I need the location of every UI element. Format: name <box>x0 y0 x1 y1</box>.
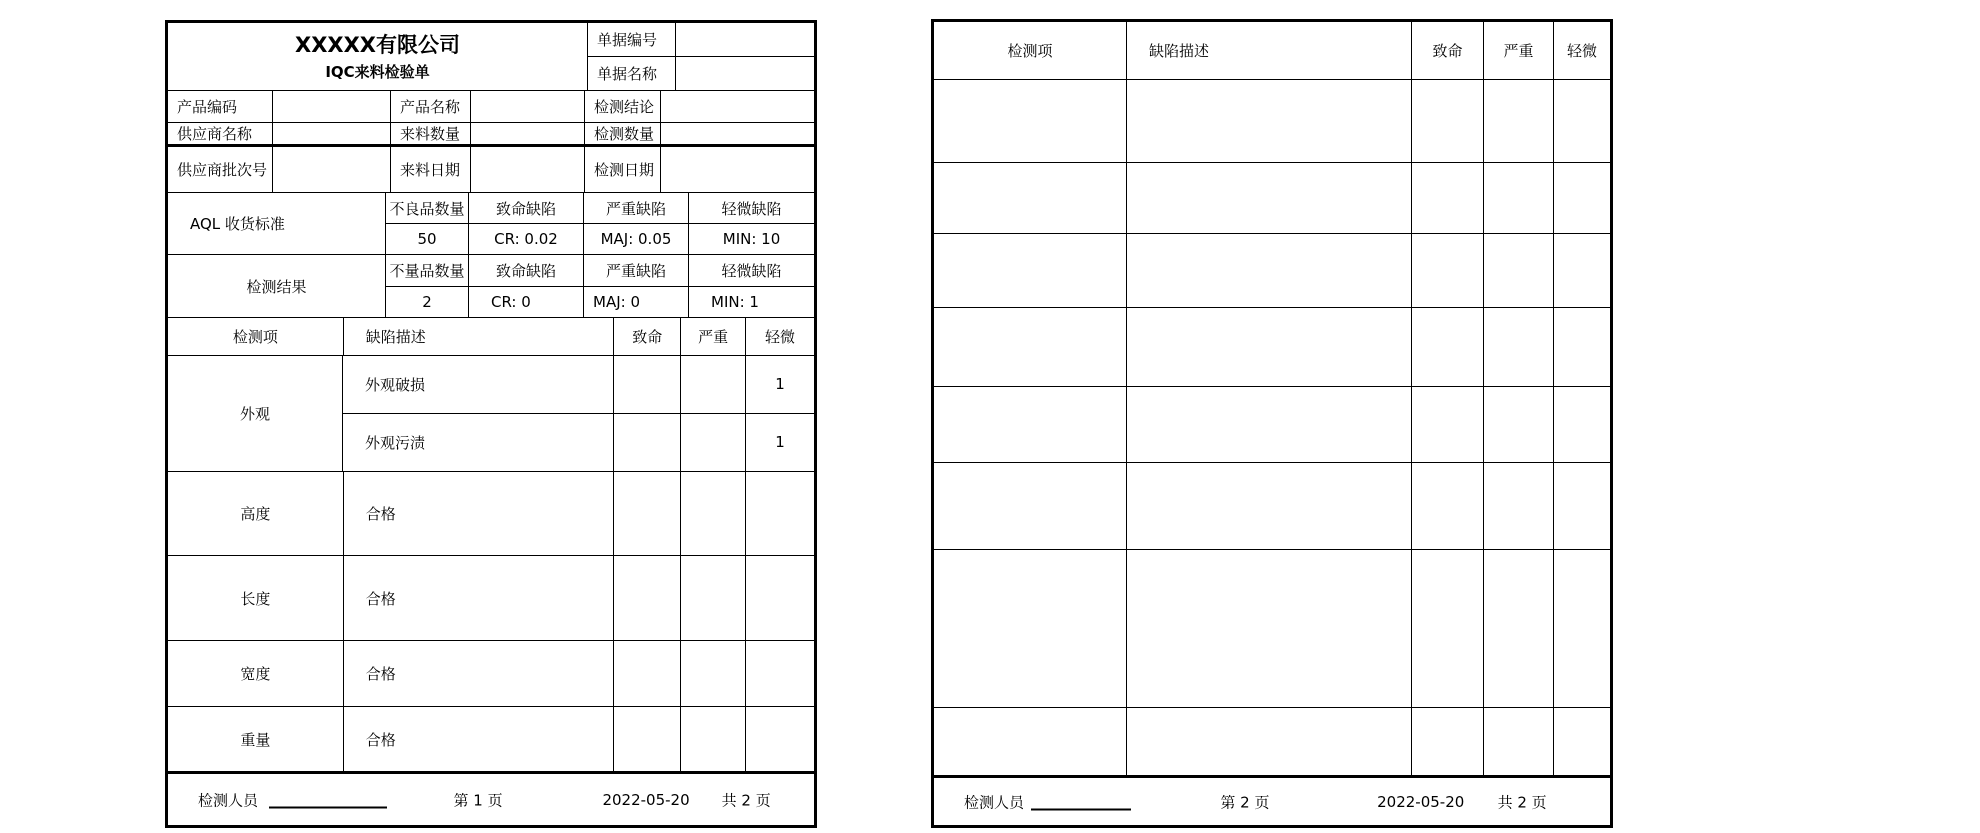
form-title: IQC来料检验单 <box>325 62 430 81</box>
page1-footer <box>168 771 814 825</box>
defect-desc <box>1127 308 1412 386</box>
detail-col-desc: 缺陷描述 <box>344 318 615 355</box>
critical-count <box>1412 708 1484 775</box>
doc-meta-block <box>588 23 814 90</box>
minor-count <box>746 707 814 771</box>
defect-desc <box>1127 708 1412 775</box>
signature-line <box>269 805 387 808</box>
result-minor-label: 轻微缺陷 <box>721 261 782 280</box>
critical-count <box>1412 234 1484 307</box>
detail-col-critical: 致命 <box>1412 22 1484 79</box>
doc-name-value <box>676 57 814 90</box>
incoming-date-label: 来料日期 <box>391 147 471 192</box>
title-block <box>168 23 588 90</box>
aql-header-subrow <box>386 193 814 224</box>
inspect-date-value <box>661 147 814 192</box>
empty-detail-row <box>934 80 1610 163</box>
detail-row-weight <box>168 707 814 771</box>
inspect-date-label: 检测日期 <box>585 147 661 192</box>
detail-table-header <box>168 318 814 356</box>
defect-desc <box>1127 163 1412 233</box>
critical-count <box>1412 387 1484 462</box>
doc-no-label: 单据编号 <box>588 23 676 56</box>
supplier-name-value <box>273 123 391 144</box>
defect-desc <box>1127 234 1412 307</box>
result-critical-label: 致命缺陷 <box>469 255 584 286</box>
empty-detail-row <box>934 308 1610 387</box>
defect-desc <box>1127 387 1412 462</box>
supplier-name-label: 供应商名称 <box>168 123 273 144</box>
minor-count <box>1554 308 1610 386</box>
major-count <box>1484 163 1554 233</box>
conclusion-value <box>661 91 814 122</box>
doc-no-row <box>588 23 814 57</box>
product-code-value <box>273 91 391 122</box>
major-count <box>1484 550 1554 707</box>
detail-item <box>934 708 1127 775</box>
minor-count <box>1554 234 1610 307</box>
defect-desc <box>1127 550 1412 707</box>
detail-item <box>934 234 1127 307</box>
detail-row-width <box>168 641 814 707</box>
result-minor-value: MIN: 1 <box>711 292 759 311</box>
inspect-qty-label: 检测数量 <box>585 123 661 144</box>
result-major-label: 严重缺陷 <box>584 255 689 286</box>
defect-desc: 合格 <box>344 707 615 771</box>
minor-count <box>1554 387 1610 462</box>
doc-no-value <box>676 23 814 56</box>
appearance-subrows <box>343 356 814 471</box>
major-count <box>681 414 746 472</box>
aql-major-value: MAJ: 0.05 <box>584 224 689 254</box>
detail-item: 长度 <box>168 556 344 640</box>
detail-row-height <box>168 472 814 556</box>
critical-count <box>614 356 681 413</box>
critical-count <box>614 472 681 555</box>
defect-desc <box>1127 80 1412 162</box>
detail-item <box>934 387 1127 462</box>
critical-count <box>614 556 681 640</box>
critical-count <box>1412 308 1484 386</box>
critical-count <box>1412 80 1484 162</box>
detail-col-item: 检测项 <box>168 318 344 355</box>
defect-desc: 合格 <box>344 641 615 706</box>
appearance-subrow-stain <box>343 414 814 472</box>
detail-item <box>934 163 1127 233</box>
critical-count <box>1412 163 1484 233</box>
aql-subtable <box>386 193 814 254</box>
inspector-label: 检测人员 <box>198 791 259 809</box>
minor-count: 1 <box>775 375 785 394</box>
major-count <box>681 641 746 706</box>
supplier-batch-label: 供应商批次号 <box>168 147 273 192</box>
detail-item <box>934 80 1127 162</box>
empty-detail-row <box>934 387 1610 463</box>
result-critical-value: CR: 0 <box>469 287 584 318</box>
signature-line <box>1031 807 1131 810</box>
appearance-subrow-damage <box>343 356 814 414</box>
page-2 <box>931 19 1613 828</box>
detail-item: 重量 <box>168 707 344 771</box>
page-number: 第 2 页 <box>1220 793 1270 811</box>
page-1 <box>165 20 817 828</box>
detail-item: 高度 <box>168 472 344 555</box>
page2-footer <box>934 775 1610 825</box>
major-count <box>1484 80 1554 162</box>
doc-name-label: 单据名称 <box>588 57 676 90</box>
major-count <box>1484 308 1554 386</box>
aql-standard-label: AQL 收货标准 <box>168 193 386 254</box>
batch-row <box>168 147 814 193</box>
major-count <box>681 707 746 771</box>
supplier-batch-value <box>273 147 391 192</box>
aql-critical-value: CR: 0.02 <box>469 224 584 254</box>
minor-count <box>746 556 814 640</box>
aql-major-label: 严重缺陷 <box>584 193 689 223</box>
total-pages: 共 2 页 <box>721 791 771 809</box>
aql-value-subrow <box>386 224 814 254</box>
major-count <box>1484 387 1554 462</box>
supplier-row <box>168 123 814 147</box>
detail-col-major: 严重 <box>681 318 746 355</box>
minor-count <box>1554 550 1610 707</box>
header-block <box>168 23 814 91</box>
minor-count <box>746 641 814 706</box>
major-count <box>681 556 746 640</box>
empty-detail-row <box>934 463 1610 550</box>
detail-item <box>934 550 1127 707</box>
incoming-qty-label: 来料数量 <box>391 123 471 144</box>
aql-defect-qty-label: 不良品数量 <box>386 193 469 223</box>
detail-col-major: 严重 <box>1484 22 1554 79</box>
critical-count <box>1412 463 1484 549</box>
result-value-subrow <box>386 287 814 318</box>
product-name-value <box>471 91 585 122</box>
result-subtable <box>386 255 814 317</box>
critical-count <box>614 707 681 771</box>
critical-count <box>1412 550 1484 707</box>
minor-count <box>1554 80 1610 162</box>
defect-desc: 合格 <box>344 472 615 555</box>
detail-col-item: 检测项 <box>934 22 1127 79</box>
conclusion-label: 检测结论 <box>585 91 661 122</box>
detail-item-appearance: 外观 <box>168 356 343 471</box>
major-count <box>681 356 746 413</box>
defect-desc: 合格 <box>344 556 615 640</box>
product-code-label: 产品编码 <box>168 91 273 122</box>
minor-count <box>1554 463 1610 549</box>
detail-item <box>934 463 1127 549</box>
inspector-label: 检测人员 <box>964 793 1025 811</box>
inspection-result-label: 检测结果 <box>168 255 386 317</box>
empty-detail-row <box>934 163 1610 234</box>
detail-item: 宽度 <box>168 641 344 706</box>
detail-col-critical: 致命 <box>614 318 681 355</box>
detail-table-header <box>934 22 1610 80</box>
major-count <box>1484 463 1554 549</box>
product-name-label: 产品名称 <box>391 91 471 122</box>
aql-standard-row <box>168 193 814 255</box>
minor-count <box>1554 163 1610 233</box>
empty-detail-row <box>934 708 1610 775</box>
detail-col-desc: 缺陷描述 <box>1127 22 1412 79</box>
result-defect-qty-label: 不量品数量 <box>386 255 469 286</box>
result-header-subrow <box>386 255 814 287</box>
critical-count <box>614 414 681 472</box>
major-count <box>681 472 746 555</box>
aql-defect-qty-value: 50 <box>386 224 469 254</box>
aql-critical-label: 致命缺陷 <box>469 193 584 223</box>
detail-row-appearance <box>168 356 814 472</box>
total-pages: 共 2 页 <box>1497 793 1547 811</box>
minor-count: 1 <box>775 433 785 452</box>
incoming-qty-value <box>471 123 585 144</box>
page-number: 第 1 页 <box>453 791 503 809</box>
inspect-qty-value <box>661 123 814 144</box>
incoming-date-value <box>471 147 585 192</box>
minor-count <box>1554 708 1610 775</box>
defect-desc <box>1127 463 1412 549</box>
defect-desc: 外观破损 <box>343 356 614 413</box>
result-major-value: MAJ: 0 <box>584 287 689 318</box>
detail-col-minor: 轻微 <box>765 328 796 346</box>
inspector-signature <box>964 791 1131 812</box>
inspector-signature <box>198 789 387 810</box>
detail-item <box>934 308 1127 386</box>
critical-count <box>614 641 681 706</box>
aql-minor-label: 轻微缺陷 <box>721 199 782 218</box>
defect-desc: 外观污渍 <box>343 414 614 472</box>
detail-col-minor: 轻微 <box>1566 42 1597 60</box>
detail-row-length <box>168 556 814 641</box>
result-defect-qty-value: 2 <box>386 287 469 318</box>
company-title: XXXXX有限公司 <box>295 32 460 57</box>
aql-minor-value: MIN: 10 <box>722 230 781 248</box>
inspection-result-row <box>168 255 814 318</box>
minor-count <box>746 472 814 555</box>
empty-detail-row <box>934 550 1610 708</box>
doc-name-row <box>588 57 814 90</box>
empty-detail-row <box>934 234 1610 308</box>
major-count <box>1484 708 1554 775</box>
major-count <box>1484 234 1554 307</box>
product-row <box>168 91 814 123</box>
footer-date: 2022-05-20 <box>1377 792 1465 811</box>
footer-date: 2022-05-20 <box>602 790 690 809</box>
